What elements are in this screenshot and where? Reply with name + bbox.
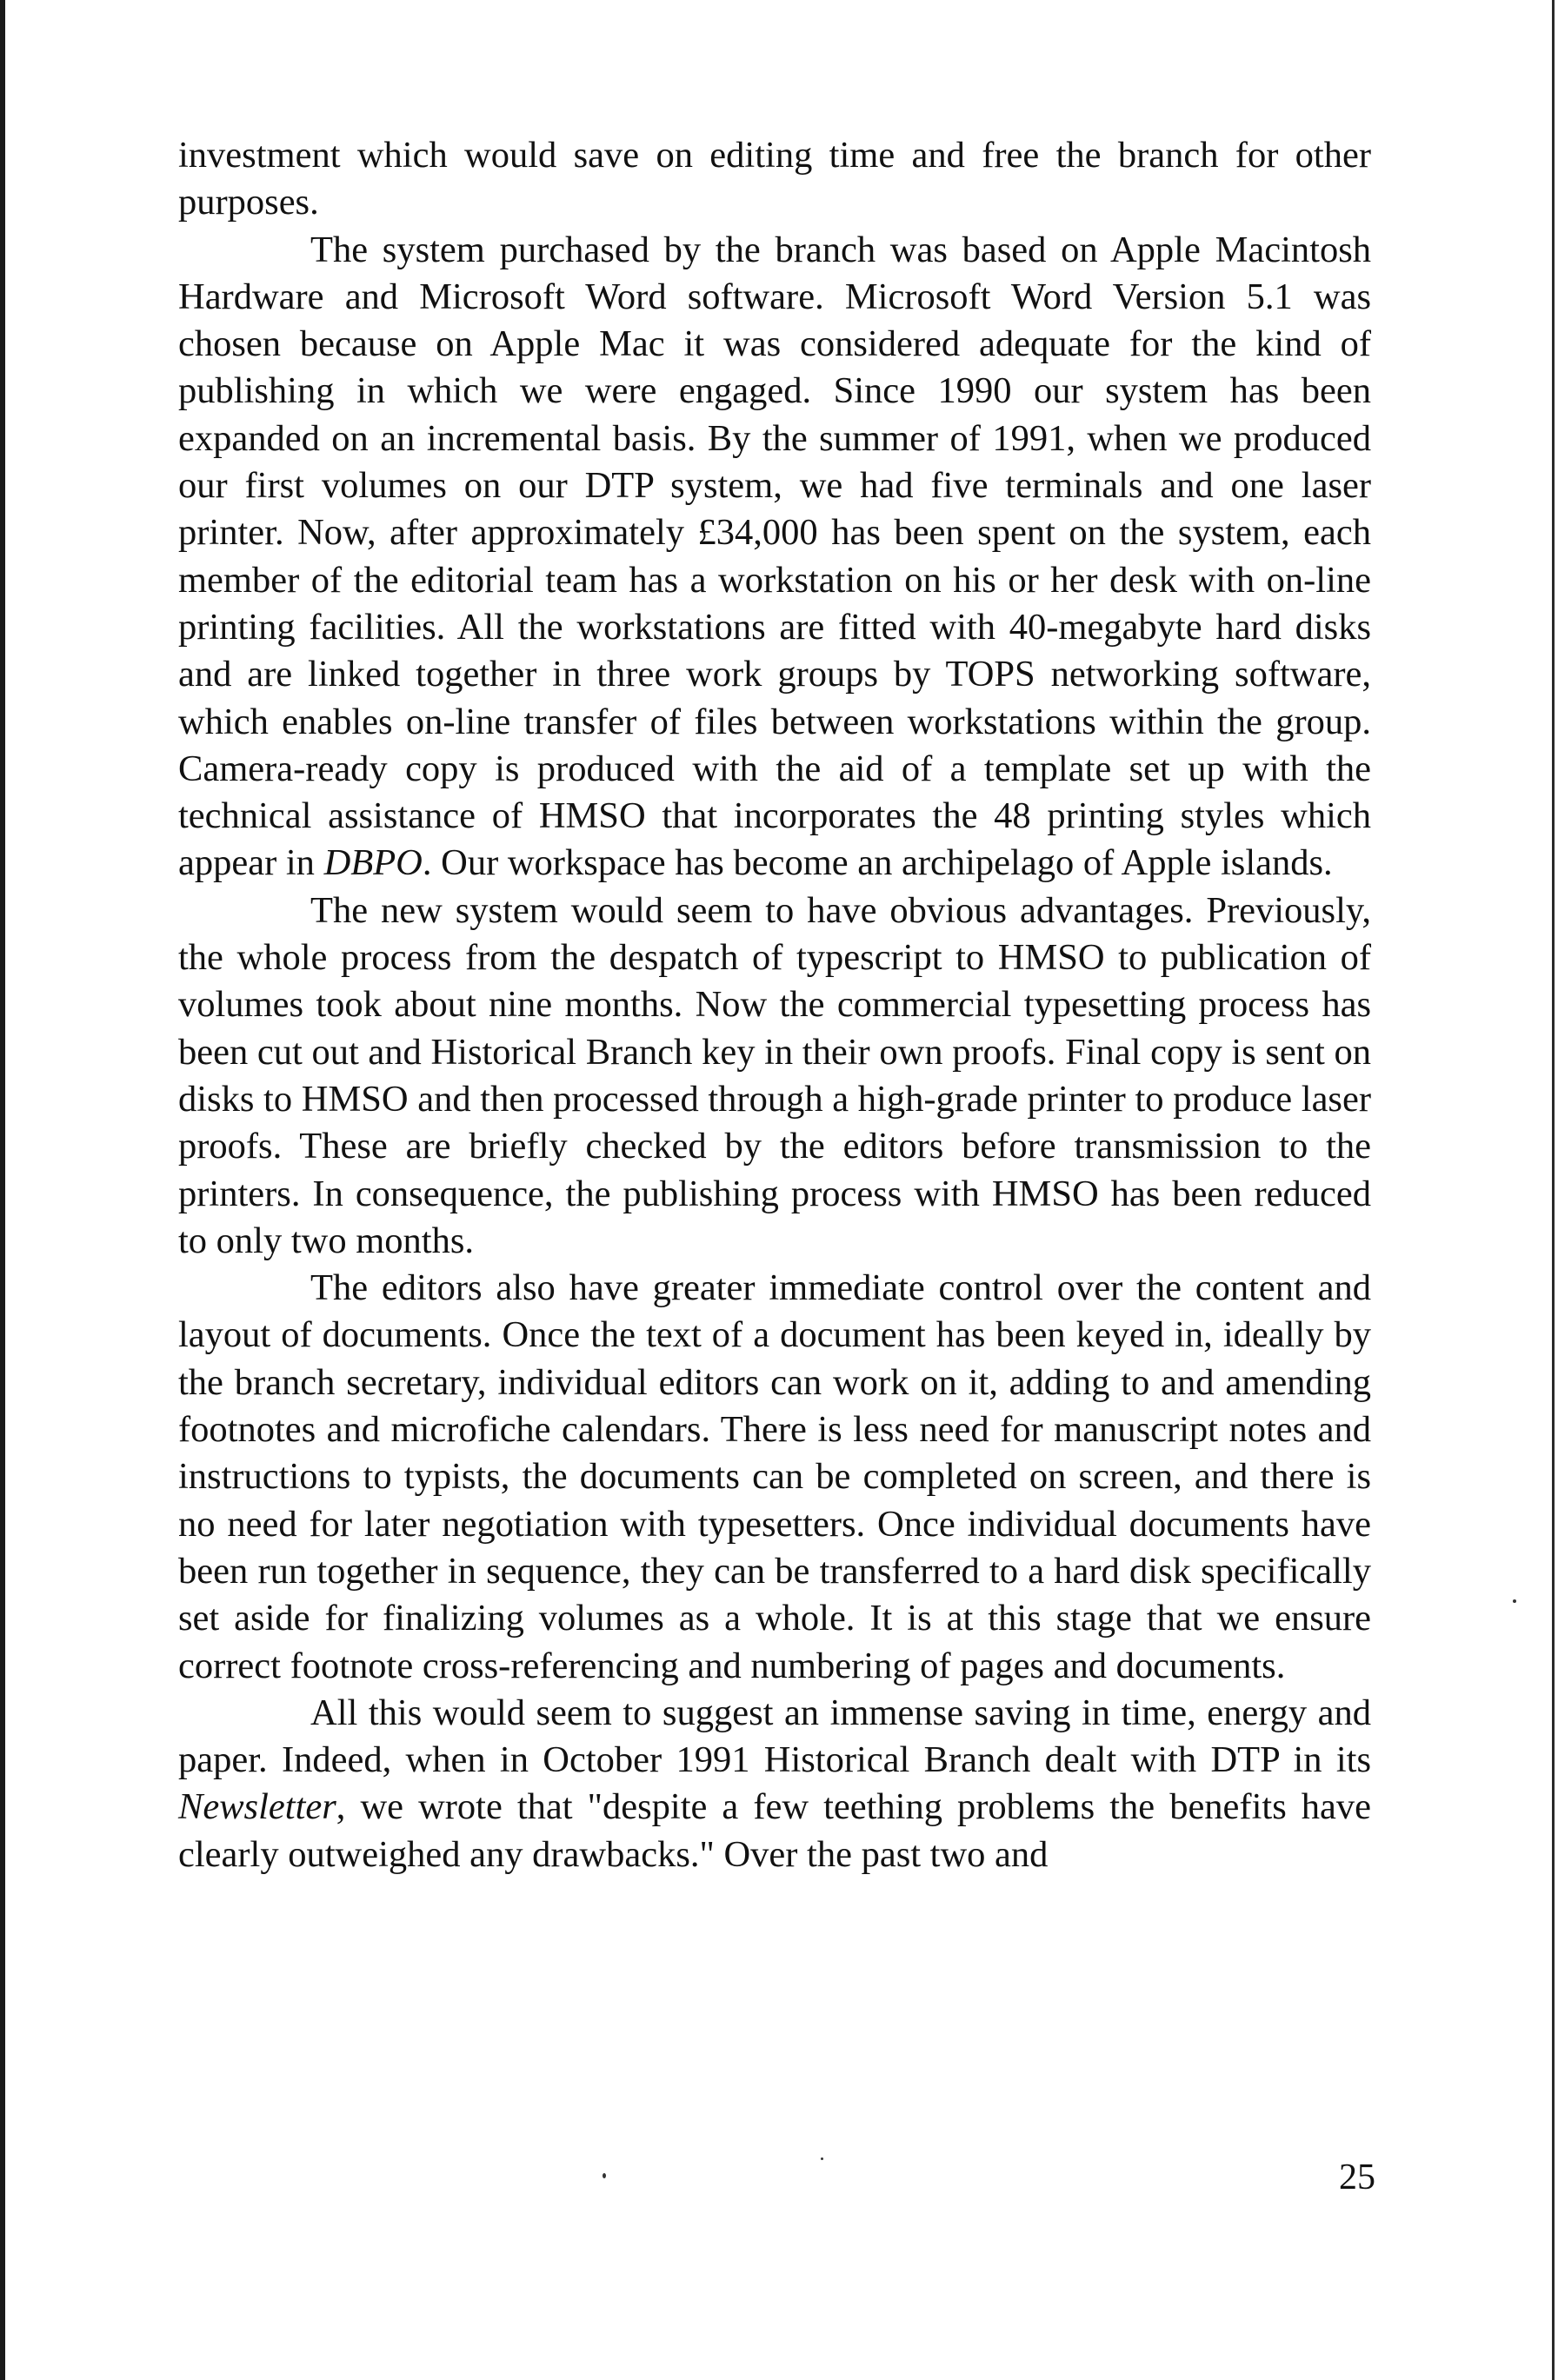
paragraph [178, 888, 1371, 1265]
paragraph-text: The new system would seem to have obvious advantages. Previously, the whole process from the despatch of typescript to HMSO to publication of volumes took about nine months. Now the commercial typesetting process has been cut out and Historical Branch key in their own proofs. Final copy is sent on disks to HMSO and then processed through a high-grade printer to produce laser proofs. These are briefly checked by the editors before transmission to the printers. In consequence, the publishing process with HMSO has been reduced to only two months. [178, 889, 1371, 1261]
paragraph [178, 227, 1371, 888]
scan-edge-left [0, 0, 5, 2380]
page-number: 25 [1339, 2157, 1375, 2197]
paragraph-text: The system purchased by the branch was based on Apple Macintosh Hardware and Microsoft Word software. Microsoft Word Version 5.1 was chosen because on Apple Mac it was considered adequate for the kind of publishing in which we were engaged. Since 1990 our system has been expanded on an incremental basis. By the summer of 1991, when we produced our first volumes on our DTP system, we had five terminals and one laser printer. Now, after approximately £34,000 has been spent on the system, each member of the editorial team has a workstation on his or her desk with on-line printing facilities. All the workstations are fitted with 40-megabyte hard disks and are linked together in three work groups by TOPS networking software, which enables on-line transfer of files between workstations within the group. Camera-ready copy is produced with the aid of a template set up with the technical assistance of HMSO that incorporates the 48 printing styles which appear in [178, 229, 1371, 884]
paragraph-text: investment which would save on editing time and free the branch for other purposes. [178, 135, 1371, 223]
scan-edge-right [1552, 0, 1555, 2380]
italic-title: DBPO [323, 842, 423, 884]
paragraph [178, 1690, 1371, 1878]
paragraph [178, 1265, 1371, 1690]
paragraph-text: The editors also have greater immediate control over the content and layout of documents. Once the text of a document has been keyed in, ideally by the branch secretary, individual editors can work on it, adding to and amending footnotes and microfiche calendars. There is less need for manuscript notes and instructions to typists, the documents can be completed on screen, and there is no need for later negotiation with typesetters. Once individual documents have been run together in sequence, they can be transferred to a hard disk specifically set aside for finalizing volumes as a whole. It is at this stage that we ensure correct footnote cross-referencing and numbering of pages and documents. [178, 1267, 1371, 1686]
scan-speck [1513, 1599, 1516, 1603]
paragraph-text: All this would seem to suggest an immense saving in time, energy and paper. Indeed, when in October 1991 Historical Branch dealt with DTP in its [178, 1692, 1371, 1781]
scan-speck [821, 2157, 823, 2160]
scan-speck [603, 2173, 606, 2178]
italic-title: Newsletter [178, 1786, 336, 1828]
paragraph [178, 132, 1371, 227]
paragraph-text: , we wrote that "despite a few teething problems the benefits have clearly outweighed any drawbacks." Over the past two and [178, 1786, 1371, 1875]
paragraph-text: . Our workspace has become an archipelago of Apple islands. [422, 842, 1333, 884]
body-text [178, 132, 1371, 1878]
